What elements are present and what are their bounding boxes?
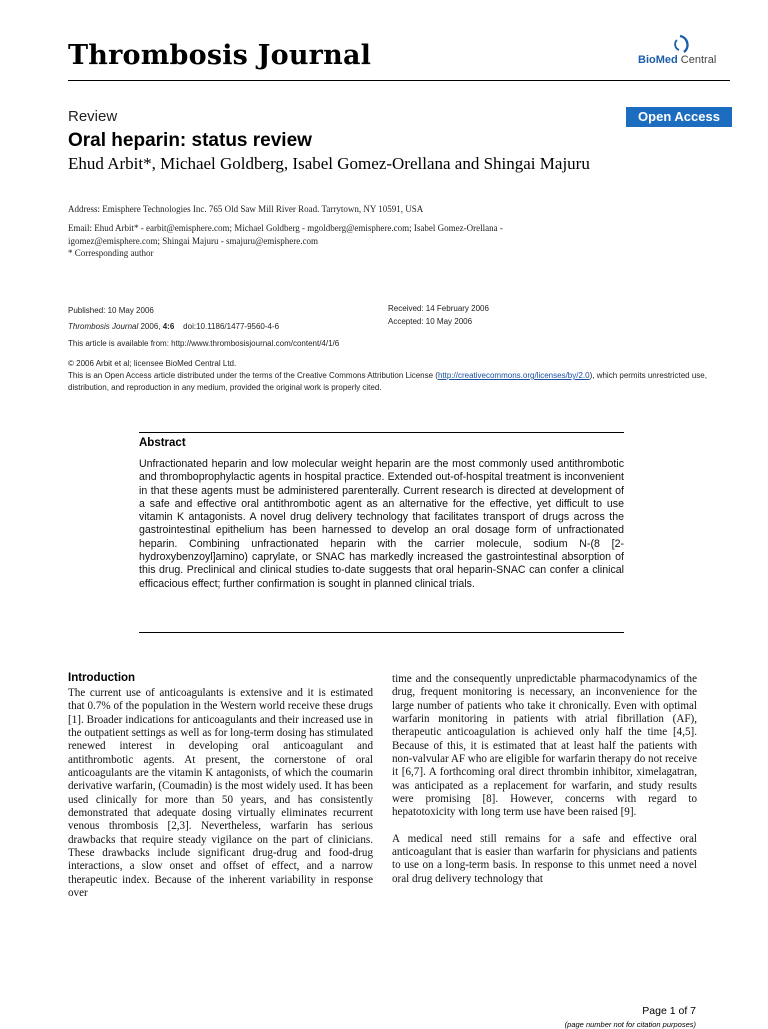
article-type-label: Review [68,108,118,125]
copyright-notice: © 2006 Arbit et al; licensee BioMed Central Ltd. [68,359,237,368]
intro-left-column [68,687,373,901]
abstract-heading: Abstract [139,437,186,449]
author-emails: Email: Ehud Arbit* - earbit@emisphere.com; Michael Goldberg - mgoldberg@emisphere.com; Isabel Gomez-Orellana - igomez@emisphere.com; Shingai Majuru - smajuru@emisphere.com [68,223,503,246]
article-url: This article is available from: http://www.thrombosisjournal.com/content/4/1/6 [68,339,340,348]
received-date: Received: 14 February 2006 [388,304,489,313]
accepted-date: Accepted: 10 May 2006 [388,317,473,326]
journal-title: Thrombosis Journal [68,40,372,71]
open-access-badge: Open Access [626,107,732,127]
header-rule [68,80,730,81]
license-notice [68,370,738,393]
abstract-bottom-rule [139,632,624,633]
publisher-logo-text [638,54,716,66]
publisher-brand: BioMed [638,54,678,66]
published-date: Published: 10 May 2006 [68,306,154,315]
license-text-pre: This is an Open Access article distributed under the terms of the Creative Commons Attribution License ( [68,371,438,380]
intro-paragraph: A medical need still remains for a safe and effective oral anticoagulant that is easier than warfarin for physicians and patients to use on a long-term basis. In response to this unmet need a novel oral drug delivery technology that [392,832,697,885]
citation-year: 2006, [138,322,163,331]
license-link[interactable]: http://creativecommons.org/licenses/by/2.0 [437,371,590,380]
page-number-note: (page number not for citation purposes) [564,1020,696,1029]
author-list: Ehud Arbit*, Michael Goldberg, Isabel Gomez-Orellana and Shingai Majuru [68,154,590,173]
introduction-heading: Introduction [68,672,136,684]
intro-paragraph: The current use of anticoagulants is extensive and it is estimated that 0.7% of the population in the Western world receive these drugs [1]. Broader indications for anticoagulants and their increased use in the outpatient settings as well as for long-term dosing has stimulated renewed interest in developing oral anticoagulant and antithrombotic agents. At present, the cornerstone of oral anticoagulants are the vitamin K antagonists, of which the coumarin derivative warfarin, (Coumadin) is the most widely used. It has been used clinically for more than 50 years, and has consistently demonstrated that adequate dosing virtually eliminates recurrent venous thrombosis [2,3]. Nevertheless, warfarin has serious drawbacks that require steady vigilance on the part of clinicians. These drawbacks include significant drug-drug and food-drug interactions, a slow onset and offset of effect, and a narrow therapeutic index. Because of the inherent variability in response over [68,687,373,900]
citation-doi: doi:10.1186/1477-9560-4-6 [174,322,280,331]
abstract-text: Unfractionated heparin and low molecular weight heparin are the most commonly used antithrombotic and thromboprophylactic agents in hospital practice. Extended out-of-hospital treatment is inconvenient in that these agents must be administered parenterally. Current research is directed at development of a safe and effective oral antithrombotic agent as an alternative for the effective, yet difficult to use vitamin K antagonists. A novel drug delivery technology that facilitates transport of drugs across the gastrointestinal epithelium has been harnessed to develop an oral dosage form of unfractionated heparin. Combining unfractionated heparin with the carrier molecule, sodium N-(8 [2-hydroxybenzoyl]amino) caprylate, or SNAC has markedly increased the gastrointestinal absorption of this drug. Preclinical and clinical studies to-date suggests that oral heparin-SNAC can confer a clinical efficacious effect; further confirmation is sought in planned clinical trials. [139,458,624,590]
article-title: Oral heparin: status review [68,130,312,151]
publisher-suffix: Central [680,54,717,66]
page-number: Page 1 of 7 [642,1005,696,1017]
citation [68,321,279,333]
intro-right-column [392,673,697,886]
intro-paragraph: time and the consequently unpredictable pharmacodynamics of the drug, frequent monitoring is necessary, an inconvenience for the large number of patients who take it chronically. Even with optimal warfarin monitoring in patients with atrial fibrillation (AF), therapeutic anticoagulation is achieved only half the time [4,5]. Because of this, it is estimated that at least half the patients with non-valvular AF who are eligible for warfarin therapy do not receive it [6,7]. A forthcoming oral direct thrombin inhibitor, ximelagatran, was anticipated as a replacement for warfarin, and study results were promising [8]. However, concerns with regard to hepatotoxicity with long term use have been raised [9]. [392,673,697,819]
abstract-top-rule [139,432,624,433]
license-text-post: ), which permits unrestricted use, distribution, and reproduction in any medium, provided the original work is properly cited. [68,371,707,392]
citation-volume: 4:6 [162,322,175,331]
corresponding-author-note: * Corresponding author [68,248,154,258]
citation-journal: Thrombosis Journal [68,322,139,331]
author-address: Address: Emisphere Technologies Inc. 765 Old Saw Mill River Road. Tarrytown, NY 10591, USA [68,204,424,214]
